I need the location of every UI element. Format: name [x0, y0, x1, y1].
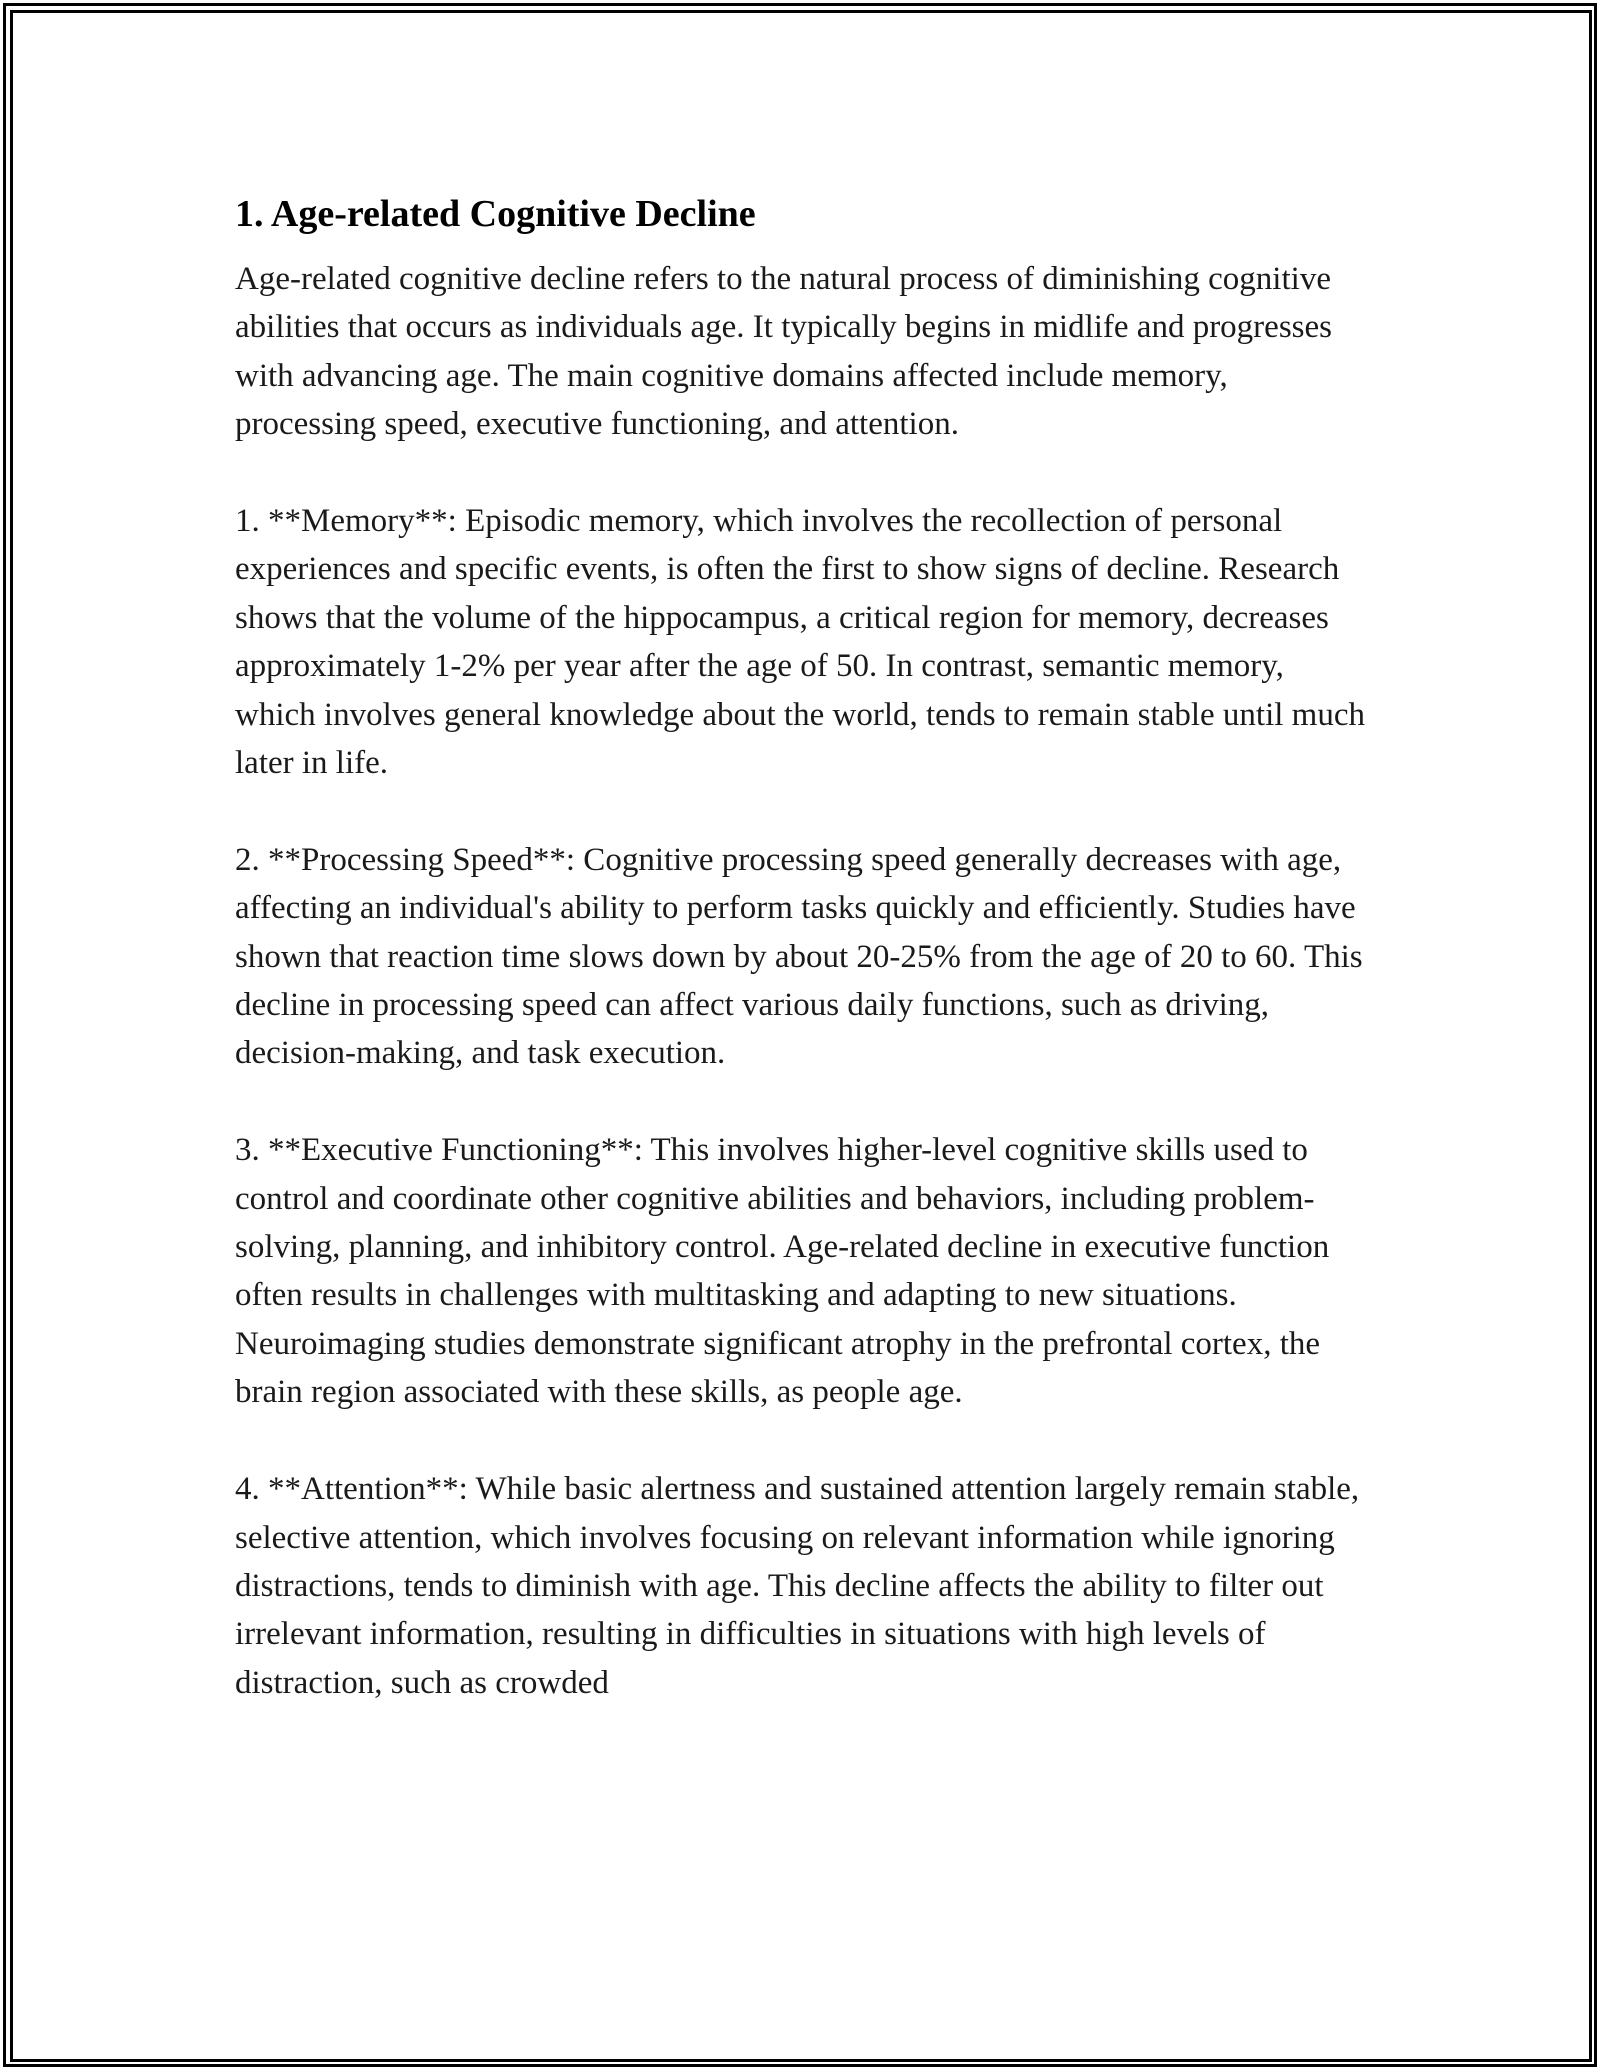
- executive-functioning-paragraph: 3. **Executive Functioning**: This involves higher-level cognitive skills used to control and coordinate other cognitive abilities and behaviors, including problem-solving, planning, and inhibitory control. Age-related decline in executive function often results in challenges with multitasking and adapting to new situations. Neuroimaging studies demonstrate significant atrophy in the prefrontal cortex, the brain region associated with these skills, as people age.: [235, 1132, 1330, 1411]
- attention-paragraph: 4. **Attention**: While basic alertness and sustained attention largely remain stable, selective attention, which involves focusing on relevant information while ignoring distractions, tends to diminish with age. This decline affects the ability to filter out irrelevant information, resulting in difficulties in situations with high levels of distraction, such as crowded: [235, 1471, 1360, 1701]
- intro-paragraph: Age-related cognitive decline refers to the natural process of diminishing cognitive abilities that occurs as individuals age. It typically begins in midlife and progresses with advancing age. The main cognitive domains affected include memory, processing speed, executive functioning, and attention.: [235, 261, 1332, 443]
- section-title: 1. Age-related Cognitive Decline: [235, 193, 756, 235]
- memory-paragraph: 1. **Memory**: Episodic memory, which involves the recollection of personal experiences and specific events, is often the first to show signs of decline. Research shows that the volume of the hippocampus, a critical region for memory, decreases approximately 1-2% per year after the age of 50. In contrast, semantic memory, which involves general knowledge about the world, tends to remain stable until much later in life.: [235, 503, 1365, 782]
- document-body: [235, 183, 1365, 1707]
- processing-speed-paragraph: 2. **Processing Speed**: Cognitive processing speed generally decreases with age, affecting an individual's ability to perform tasks quickly and efficiently. Studies have shown that reaction time slows down by about 20-25% from the age of 20 to 60. This decline in processing speed can affect various daily functions, such as driving, decision-making, and task execution.: [235, 841, 1363, 1072]
